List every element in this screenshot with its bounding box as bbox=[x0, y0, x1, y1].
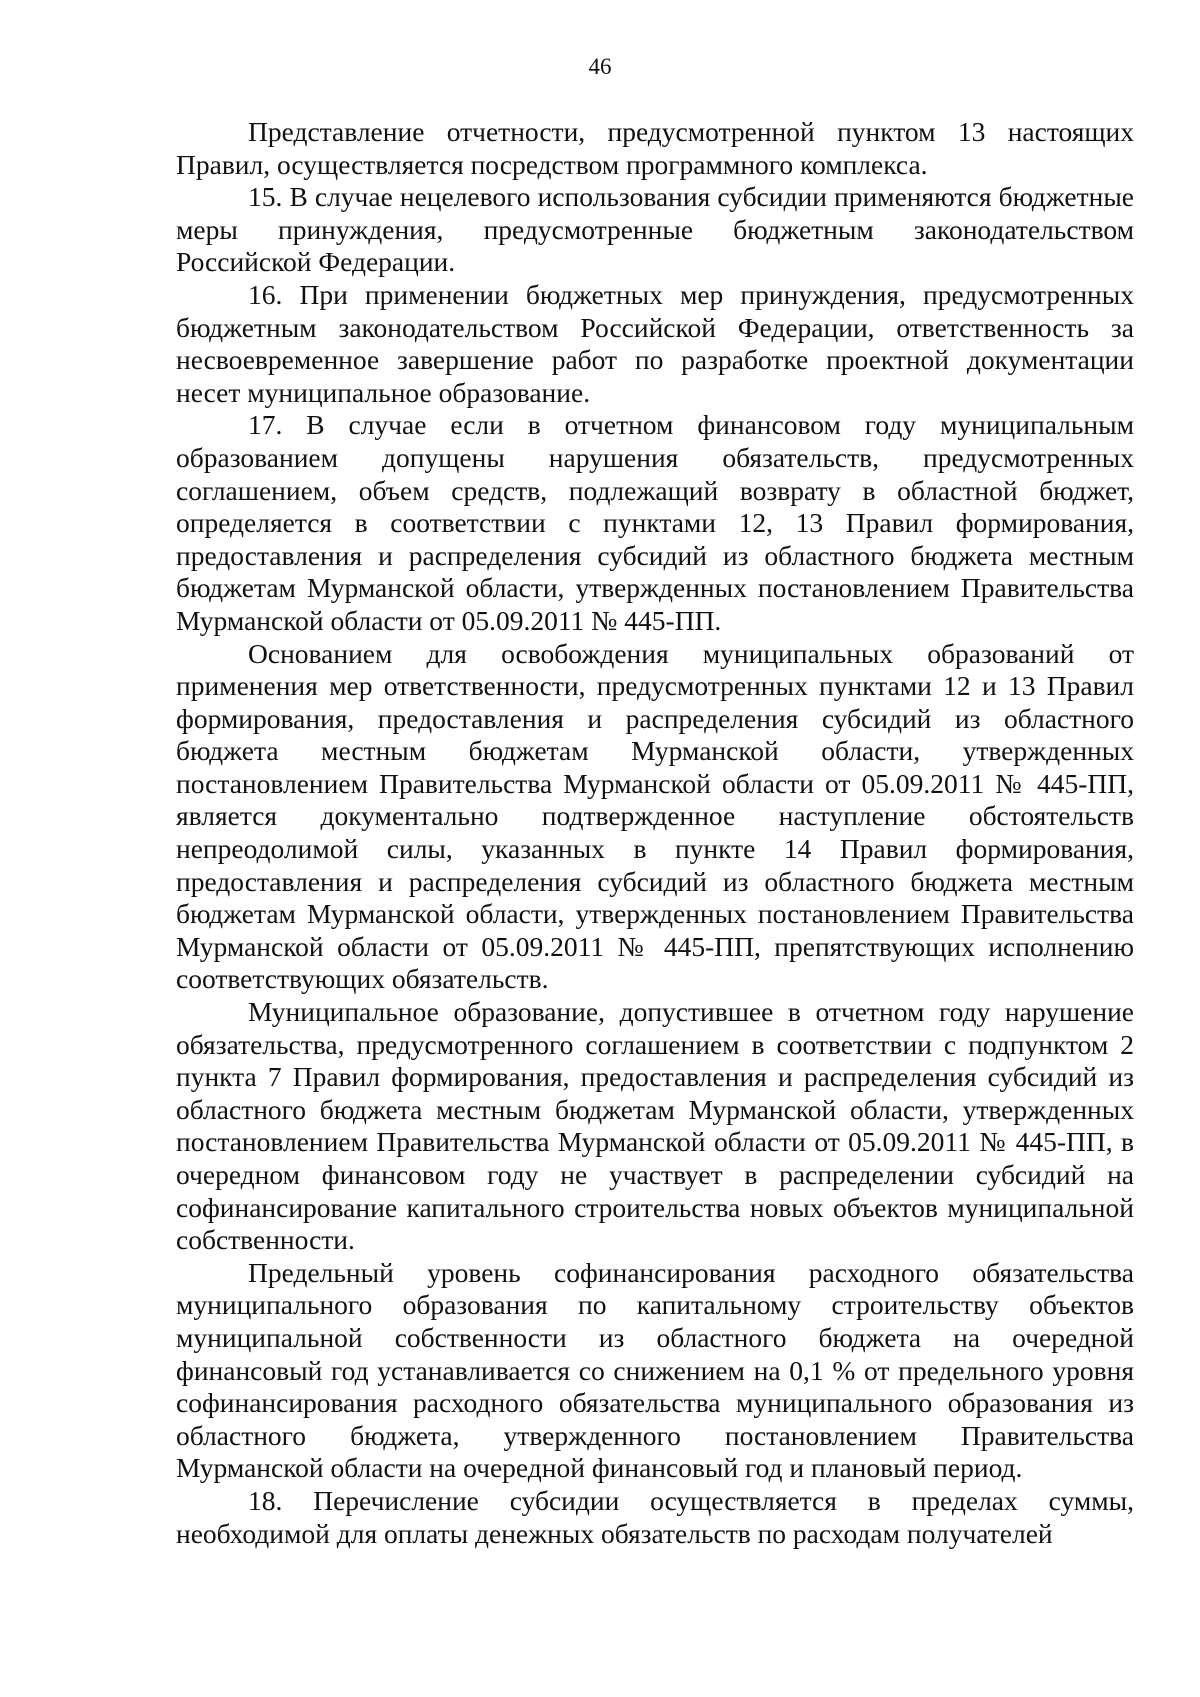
document-body bbox=[176, 116, 1134, 1550]
paragraph-16-responsibility: 16. При применении бюджетных мер принуждения, предусмотренных бюджетным законодательством Российской Федерации, ответственность за несвоевременное завершение работ по разработке проектной документации несет муниципальное образование. bbox=[176, 278, 1134, 408]
paragraph-17-violations: 17. В случае если в отчетном финансовом году муниципальным образованием допущены нарушения обязательств, предусмотренных соглашением, объем средств, подлежащий возврату в областной бюджет, определяется в соответствии с пунктами 12, 13 Правил формирования, предоставления и распределения субсидий из областного бюджета местным бюджетам Мурманской области, утвержденных постановлением Правительства Мурманской области от 05.09.2011 № 445-ПП. bbox=[176, 409, 1134, 636]
page-number: 46 bbox=[588, 54, 612, 79]
paragraph-15-misuse: 15. В случае нецелевого использования субсидии применяются бюджетные меры принуждения, предусмотренные бюджетным законодательством Российской Федерации. bbox=[176, 181, 1134, 278]
paragraph-18-transfer: 18. Перечисление субсидии осуществляется в пределах суммы, необходимой для оплаты денежных обязательств по расходам получателей bbox=[176, 1484, 1134, 1549]
paragraph-reporting: Представление отчетности, предусмотренной пунктом 13 настоящих Правил, осуществляется посредством программного комплекса. bbox=[176, 116, 1134, 180]
paragraph-exemption: Основанием для освобождения муниципальных образований от применения мер ответственности, предусмотренных пунктами 12 и 13 Правил формирования, предоставления и распределения субсидий из областного бюджета местным бюджетам Мурманской области, утвержденных постановлением Правительства Мурманской области от 05.09.2011 № 445-ПП, является документально подтвержденное наступление обстоятельств непреодолимой силы, указанных в пункте 14 Правил формирования, предоставления и распределения субсидий из областного бюджета местным бюджетам Мурманской области, утвержденных постановлением Правительства Мурманской области от 05.09.2011 № 445-ПП, препятствующих исполнению соответствующих обязательств. bbox=[176, 637, 1134, 995]
paragraph-cofinancing-limit: Предельный уровень софинансирования расходного обязательства муниципального образования по капитальному строительству объектов муниципальной собственности из областного бюджета на очередной финансовый год устанавливается со снижением на 0,1 % от предельного уровня софинансирования расходного обязательства муниципального образования из областного бюджета, утвержденного постановлением Правительства Мурманской области на очередной финансовый год и плановый период. bbox=[176, 1256, 1134, 1484]
paragraph-exclusion: Муниципальное образование, допустившее в отчетном году нарушение обязательства, предусмотренного соглашением в соответствии с подпунктом 2 пункта 7 Правил формирования, предоставления и распределения субсидий из областного бюджета местным бюджетам Мурманской области, утвержденных постановлением Правительства Мурманской области от 05.09.2011 № 445-ПП, в очередном финансовом году не участвует в распределении субсидий на софинансирование капитального строительства новых объектов муниципальной собственности. bbox=[176, 996, 1134, 1256]
